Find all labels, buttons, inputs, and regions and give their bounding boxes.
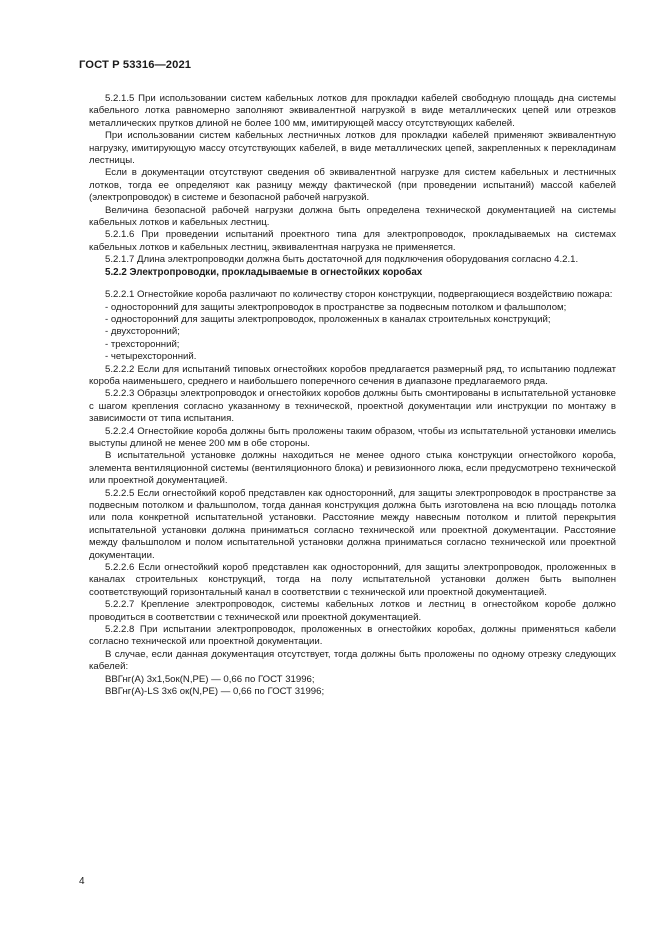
paragraph: 5.2.2.1 Огнестойкие короба различают по количеству сторон конструкции, подвергающиеся воздействию пожара:	[105, 289, 613, 301]
paragraph: 5.2.1.7 Длина электропроводки должна быть достаточной для подключения оборудования согласно 4.2.1.	[105, 254, 579, 266]
paragraph: В случае, если данная документация отсутствует, тогда должны быть проложены по одному отрезку следующих кабелей:	[89, 648, 616, 673]
paragraph: Если в документации отсутствуют сведения об эквивалентной нагрузке для систем кабельных и лестничных лотков, тогда ее определяют как разницу между фактической (при проведении испытаний) массой кабелей (электропроводок) в системе и безопасной рабочей нагрузкой.	[89, 167, 616, 204]
document-header: ГОСТ Р 53316—2021	[79, 59, 192, 71]
paragraph: 5.2.2.5 Если огнестойкий короб представлен как односторонний, для защиты электропроводок в пространстве за подвесным потолком и фальшполом, тогда данная конструкция должна быть изготовлена на всю площадь потолка или пола конкретной испытательной установки. Расстояние между навесным потолком и плитой перекрытия испытательной установки должна приниматься согласно технической или проектной документации. Расстояние между фальшполом и полом испытательной установки должна приниматься согласно технической или проектной документации.	[89, 487, 616, 561]
list-item: - четырехсторонний.	[105, 351, 197, 363]
paragraph: 5.2.1.6 При проведении испытаний проектного типа для электропроводок, прокладываемых на системах кабельных лотков и кабельных лестниц, эквивалентная нагрузка не применяется.	[89, 229, 616, 253]
cable-spec: ВВГнг(А) 3х1,5ок(N,PE) — 0,66 по ГОСТ 31996;	[105, 673, 315, 685]
paragraph: 5.2.2.7 Крепление электропроводок, системы кабельных лотков и лестниц в огнестойком коробе должно проводиться в соответствии с технической или проектной документацией.	[89, 599, 616, 623]
paragraph: 5.2.2.3 Образцы электропроводок и огнестойких коробов должны быть смонтированы в испытательной установке с шагом крепления согласно указанному в технической, проектной документации или инструкции по монтажу в зависимости от типа испытания.	[89, 388, 616, 425]
paragraph: 5.2.2.8 При испытании электропроводок, проложенных в огнестойких коробах, должны применяться кабели согласно технической или проектной документации.	[89, 624, 616, 648]
cable-spec: ВВГнг(А)-LS 3х6 ок(N,PE) — 0,66 по ГОСТ 31996;	[105, 686, 325, 698]
paragraph: 5.2.2.4 Огнестойкие короба должны быть проложены таким образом, чтобы из испытательной установки имелись выступы длиной не менее 200 мм в обе стороны.	[89, 425, 616, 449]
document-body	[89, 93, 616, 699]
paragraph: 5.2.1.5 При использовании систем кабельных лотков для прокладки кабелей свободную площадь дна системы кабельного лотка равномерно заполняют эквивалентной нагрузкой в виде металлических цепей или отрезков металлических прутков длиной не более 100 мм, имитирующей массу отсутствующих кабелей.	[89, 93, 616, 129]
list-item: - односторонний для защиты электропроводок, проложенных в каналах строительных конструкций;	[105, 313, 551, 325]
page-number: 4	[79, 876, 85, 887]
list-item: - трехсторонний;	[105, 338, 180, 350]
section-heading: 5.2.2 Электропроводки, прокладываемые в огнестойких коробах	[105, 266, 423, 278]
paragraph: В испытательной установке должны находиться не менее одного стыка конструкции огнестойкого короба, элемента вентиляционной системы (вентиляционного блока) и ревизионного люка, если предусмотрено технической или проектной документацией.	[89, 450, 616, 487]
paragraph: Величина безопасной рабочей нагрузки должна быть определена технической документацией на системы кабельных лотков и кабельных лестниц.	[89, 204, 616, 229]
list-item: - односторонний для защиты электропроводок в пространстве за подвесным потолком и фальшполом;	[105, 301, 567, 313]
paragraph: 5.2.2.2 Если для испытаний типовых огнестойких коробов предлагается размерный ряд, то испытанию подлежат короба наименьшего, среднего и наибольшего поперечного сечения в диапазоне предлагаемого ряда.	[89, 363, 616, 387]
paragraph: 5.2.2.6 Если огнестойкий короб представлен как односторонний, для защиты электропроводок, проложенных в каналах строительных конструкций, тогда на полу испытательной установки должен быть выполнен соответствующий горизонтальный канал в соответствии с технической или проектной документацией.	[89, 562, 616, 598]
paragraph: При использовании систем кабельных лестничных лотков для прокладки кабелей применяют эквивалентную нагрузку, имитирующую массу отсутствующих кабелей, в виде металлических цепей, закрепленных к перекладинам лестницы.	[89, 130, 616, 167]
list-item: - двухсторонний;	[105, 326, 180, 338]
